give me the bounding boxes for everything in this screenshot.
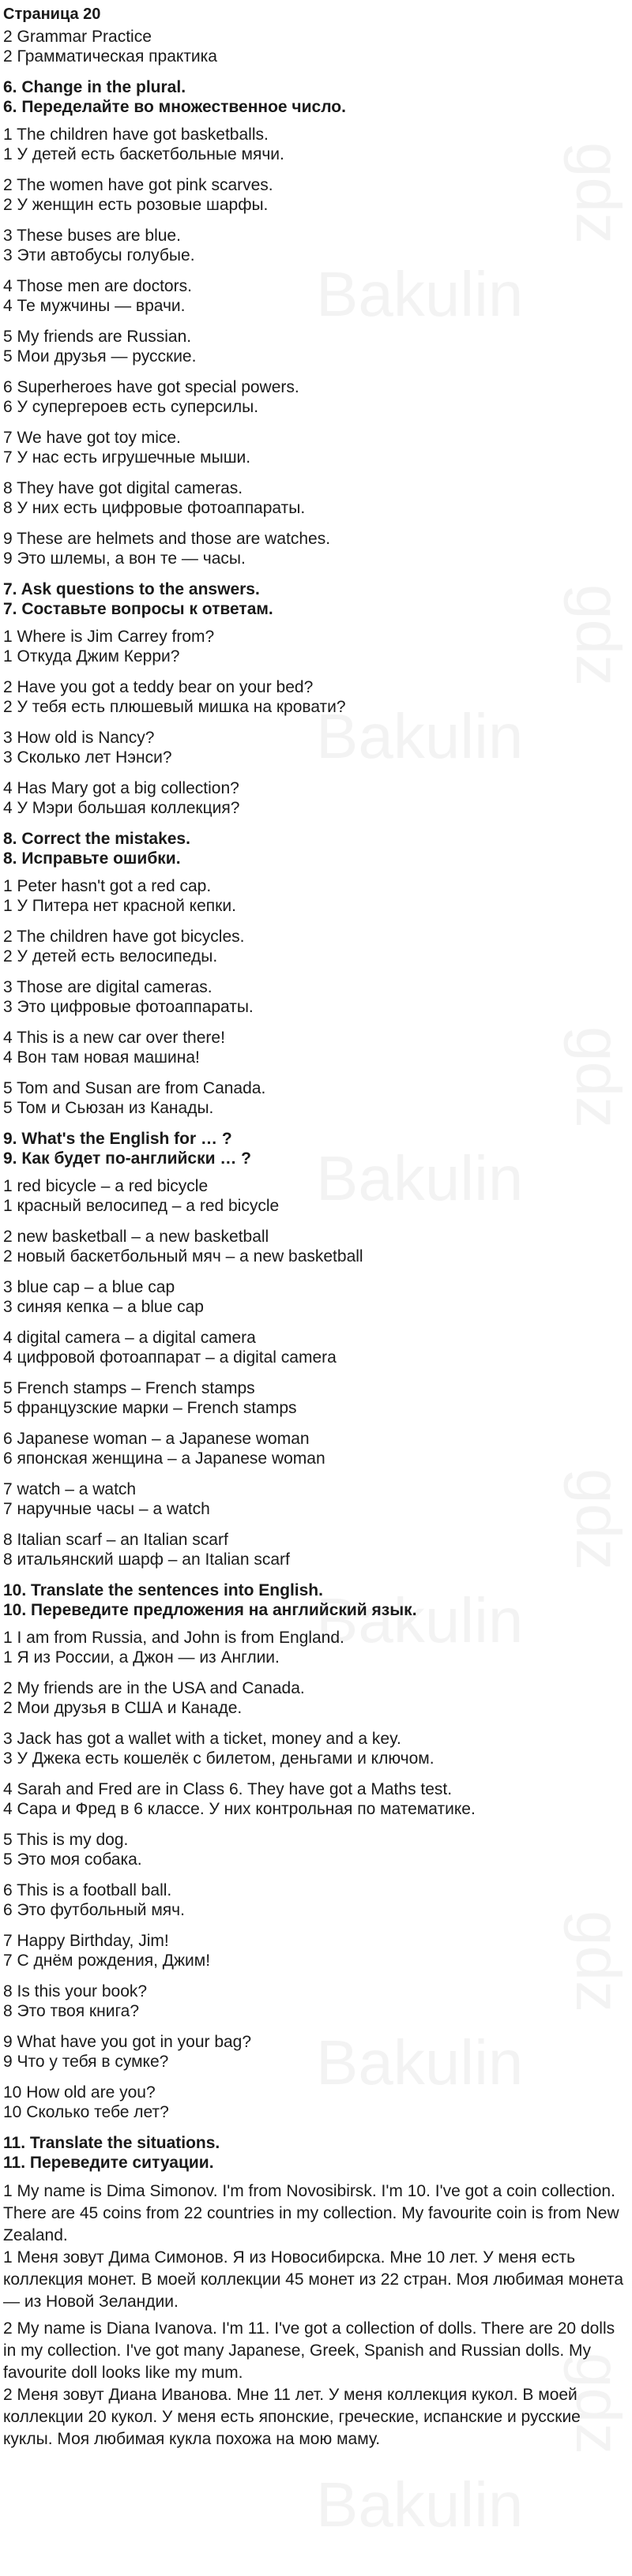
exercise-section (3, 579, 627, 818)
list-item (3, 226, 627, 265)
item-russian: 9 Что у тебя в сумке? (3, 2053, 169, 2071)
item-english: 5 This is my dog. (3, 1831, 129, 1849)
list-item (3, 327, 627, 366)
item-english: 2 new basketball – a new basketball (3, 1228, 269, 1246)
section-title-ru: 7. Составьте вопросы к ответам. (3, 600, 273, 618)
item-english: 6 Superheroes have got special powers. (3, 378, 299, 396)
list-item (3, 1277, 627, 1317)
intro-line-en: 2 Grammar Practice (3, 28, 152, 46)
item-english: 5 French stamps – French stamps (3, 1379, 255, 1397)
item-russian: 4 У Мэри большая коллекция? (3, 799, 240, 817)
item-english: 7 We have got toy mice. (3, 429, 181, 447)
item-russian: 4 Вон там новая машина! (3, 1048, 200, 1067)
item-english: 2 The women have got pink scarves. (3, 176, 273, 194)
situation-paragraph: 2 Меня зовут Диана Иванова. Мне 11 лет. У меня коллекция кукол. В моей коллекции 20 кукол. У меня есть японские, греческие, испанские и русские куклы. Моя любимая кукла похожа на мою маму. (3, 2386, 581, 2448)
item-russian: 6 У супергероев есть суперсилы. (3, 398, 259, 416)
item-russian: 3 Сколько лет Нэнси? (3, 748, 172, 767)
item-english: 3 blue cap – a blue cap (3, 1278, 175, 1296)
item-russian: 1 Я из России, а Джон — из Англии. (3, 1648, 280, 1667)
item-english: 4 Those men are doctors. (3, 277, 192, 295)
list-item (3, 1982, 627, 2021)
section-title (3, 829, 627, 868)
item-russian: 6 японская женщина – a Japanese woman (3, 1449, 325, 1468)
section-title (3, 2133, 627, 2173)
section-title-en: 9. What's the English for … ? (3, 1130, 232, 1148)
exercise-sections (3, 77, 627, 2122)
list-item (3, 2083, 627, 2122)
list-item (3, 1779, 627, 1819)
exercise-section-11 (3, 2133, 627, 2450)
list-item (3, 529, 627, 568)
item-russian: 9 Это шлемы, а вон те — часы. (3, 549, 246, 568)
list-item (3, 1628, 627, 1667)
situation-paragraph: 2 My name is Diana Ivanova. I'm 11. I've got a collection of dolls. There are 20 dolls in my collection. I've got many Japanese, Greek, Spanish and Russian dolls. My favourite doll looks like my mum. (3, 2319, 615, 2382)
item-english: 9 What have you got in your bag? (3, 2033, 252, 2051)
list-item (3, 778, 627, 818)
item-russian: 4 цифровой фотоаппарат – a digital camera (3, 1348, 337, 1367)
section-title-en: 7. Ask questions to the answers. (3, 580, 260, 598)
item-russian: 7 У нас есть игрушечные мыши. (3, 448, 251, 467)
list-item (3, 377, 627, 417)
item-russian: 5 французские марки – French stamps (3, 1399, 297, 1417)
list-item (3, 125, 627, 164)
intro-line-ru: 2 Грамматическая практика (3, 47, 217, 66)
item-russian: 2 У тебя есть плюшевый мишка на кровати? (3, 698, 346, 716)
item-russian: 2 У детей есть велосипеды. (3, 947, 218, 966)
list-item (3, 1830, 627, 1869)
list-item (3, 1678, 627, 1718)
list-item (3, 276, 627, 316)
item-russian: 3 У Джека есть кошелёк с билетом, деньгами и ключом. (3, 1749, 434, 1768)
item-english: 2 The children have got bicycles. (3, 928, 245, 946)
item-russian: 1 красный велосипед – a red bicycle (3, 1197, 280, 1215)
list-item (3, 1078, 627, 1118)
item-russian: 7 С днём рождения, Джим! (3, 1952, 211, 1970)
item-russian: 4 Те мужчины — врачи. (3, 297, 186, 315)
item-russian: 3 Эти автобусы голубые. (3, 246, 195, 264)
list-item (3, 728, 627, 767)
list-item (3, 1880, 627, 1920)
item-english: 1 red bicycle – a red bicycle (3, 1177, 209, 1195)
item-english: 5 My friends are Russian. (3, 328, 192, 346)
item-english: 6 Japanese woman – a Japanese woman (3, 1430, 310, 1448)
list-item (3, 428, 627, 467)
section-title-ru: 6. Переделайте во множественное число. (3, 98, 346, 116)
item-english: 3 Those are digital cameras. (3, 978, 213, 996)
list-item (3, 1479, 627, 1519)
list-item (3, 927, 627, 966)
item-english: 4 digital camera – a digital camera (3, 1329, 256, 1347)
exercise-section (3, 829, 627, 1118)
item-english: 7 Happy Birthday, Jim! (3, 1932, 169, 1950)
item-russian: 3 Это цифровые фотоаппараты. (3, 998, 254, 1016)
item-english: 5 Tom and Susan are from Canada. (3, 1079, 266, 1097)
list-item (3, 1028, 627, 1067)
section-title (3, 77, 627, 117)
item-russian: 1 У Питера нет красной кепки. (3, 897, 236, 915)
item-english: 3 Jack has got a wallet with a ticket, money and a key. (3, 1730, 401, 1748)
exercise-section (3, 1580, 627, 2122)
section-title-ru: 9. Как будет по-английски … ? (3, 1149, 251, 1168)
item-english: 8 Is this your book? (3, 1982, 148, 2000)
item-english: 3 How old is Nancy? (3, 729, 155, 747)
item-english: 2 My friends are in the USA and Canada. (3, 1679, 305, 1697)
item-english: 1 I am from Russia, and John is from England. (3, 1629, 344, 1647)
list-item (3, 1328, 627, 1367)
section-title-en: 11. Translate the situations. (3, 2134, 220, 2152)
item-english: 9 These are helmets and those are watches. (3, 530, 331, 548)
item-russian: 2 Мои друзья в США и Канаде. (3, 1699, 243, 1717)
section-title-ru: 8. Исправьте ошибки. (3, 849, 181, 868)
item-russian: 1 У детей есть баскетбольные мячи. (3, 145, 284, 163)
section-title-ru: 10. Переведите предложения на английский язык. (3, 1601, 417, 1619)
list-item (3, 1429, 627, 1468)
item-russian: 2 новый баскетбольный мяч – a new basketball (3, 1247, 363, 1266)
section-title-ru: 11. Переведите ситуации. (3, 2154, 214, 2172)
item-russian: 5 Это моя собака. (3, 1850, 142, 1869)
exercise-section (3, 1129, 627, 1569)
item-english: 8 Italian scarf – an Italian scarf (3, 1531, 228, 1549)
item-russian: 5 Мои друзья — русские. (3, 347, 197, 366)
item-english: 7 watch – a watch (3, 1480, 137, 1498)
section-title (3, 579, 627, 619)
list-item (3, 1530, 627, 1569)
item-english: 2 Have you got a teddy bear on your bed? (3, 678, 314, 696)
item-english: 4 Sarah and Fred are in Class 6. They have got a Maths test. (3, 1780, 453, 1798)
item-english: 8 They have got digital cameras. (3, 479, 243, 497)
list-item (3, 1378, 627, 1418)
item-russian: 2 У женщин есть розовые шарфы. (3, 196, 269, 214)
list-item (3, 478, 627, 518)
item-russian: 8 итальянский шарф – an Italian scarf (3, 1550, 290, 1569)
item-russian: 10 Сколько тебе лет? (3, 2103, 169, 2121)
item-russian: 7 наручные часы – a watch (3, 1500, 210, 1518)
list-item (3, 876, 627, 916)
item-english: 10 How old are you? (3, 2083, 156, 2102)
intro-block (3, 27, 627, 66)
list-item (3, 627, 627, 666)
section-title (3, 1129, 627, 1168)
item-russian: 8 Это твоя книга? (3, 2002, 139, 2020)
page-header: Страница 20 (3, 6, 101, 23)
exercise-section (3, 77, 627, 568)
section-title-en: 8. Correct the mistakes. (3, 830, 190, 848)
item-russian: 5 Том и Сьюзан из Канады. (3, 1099, 214, 1117)
item-russian: 1 Откуда Джим Керри? (3, 647, 180, 666)
list-item (3, 677, 627, 717)
situation-paragraph: 1 Меня зовут Дима Симонов. Я из Новосибирска. Мне 10 лет. У меня есть коллекция монет. В моей коллекции 45 монет из 22 стран. Моя любимая монета — из Новой Зеландии. (3, 2248, 624, 2311)
item-english: 6 This is a football ball. (3, 1881, 172, 1899)
list-item (3, 1729, 627, 1768)
section-title (3, 1580, 627, 1620)
item-russian: 8 У них есть цифровые фотоаппараты. (3, 499, 306, 517)
item-english: 3 These buses are blue. (3, 227, 181, 245)
item-russian: 6 Это футбольный мяч. (3, 1901, 185, 1919)
item-english: 1 Where is Jim Carrey from? (3, 628, 215, 646)
section-title-en: 10. Translate the sentences into English. (3, 1581, 323, 1599)
situation-paragraph: 1 My name is Dima Simonov. I'm from Novosibirsk. I'm 10. I've got a coin collection. There are 45 coins from 22 countries in my collection. My favourite coin is from New Zealand. (3, 2182, 619, 2244)
list-item (3, 1227, 627, 1266)
item-english: 4 This is a new car over there! (3, 1029, 225, 1047)
item-russian: 3 синяя кепка – a blue cap (3, 1298, 204, 1316)
section-title-en: 6. Change in the plural. (3, 78, 186, 96)
list-item (3, 175, 627, 215)
item-english: 1 Peter hasn't got a red cap. (3, 877, 212, 895)
item-russian: 4 Сара и Фред в 6 классе. У них контрольная по математике. (3, 1800, 476, 1818)
list-item (3, 2032, 627, 2072)
watermark-text (316, 2469, 523, 2540)
item-english: 4 Has Mary got a big collection? (3, 779, 239, 797)
list-item (3, 977, 627, 1017)
list-item (3, 1176, 627, 1216)
list-item (3, 1931, 627, 1970)
item-english: 1 The children have got basketballs. (3, 126, 269, 144)
